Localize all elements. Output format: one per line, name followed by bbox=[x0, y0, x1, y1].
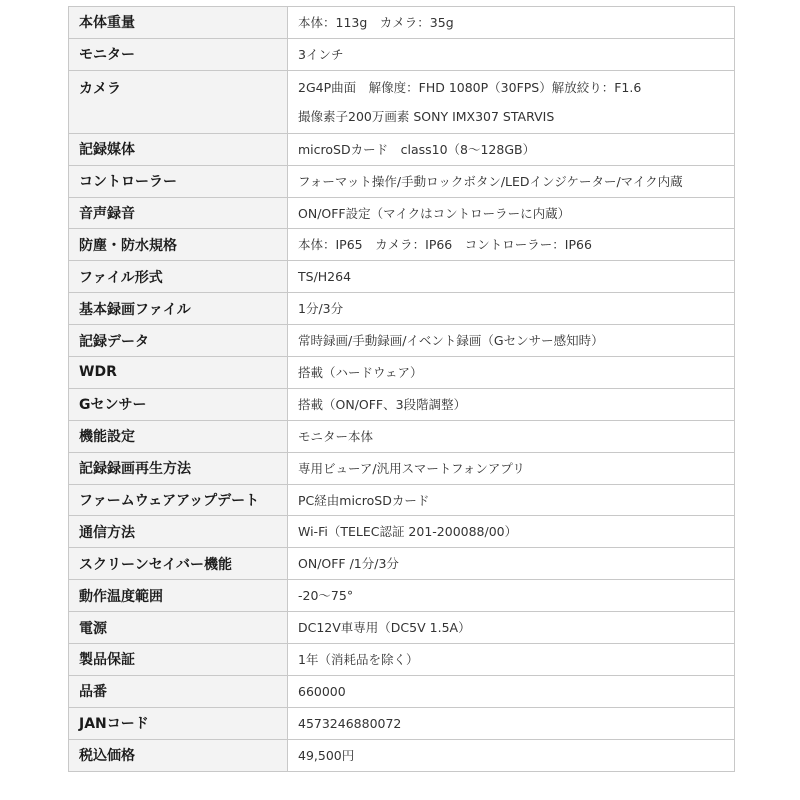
spec-value-line: 専用ビューア/汎用スマートフォンアプリ bbox=[298, 460, 525, 476]
spec-value bbox=[288, 452, 735, 484]
spec-row bbox=[69, 133, 735, 165]
spec-value bbox=[288, 325, 735, 357]
spec-label: 音声録音 bbox=[69, 197, 288, 229]
spec-value bbox=[288, 70, 735, 133]
spec-value-line: 49,500円 bbox=[298, 747, 355, 763]
spec-value-line: 3インチ bbox=[298, 46, 344, 62]
spec-value-line: TS/H264 bbox=[298, 269, 352, 285]
spec-label: 防塵・防水規格 bbox=[69, 229, 288, 261]
spec-row bbox=[69, 739, 735, 771]
spec-value-line: 本体：113g カメラ：35g bbox=[298, 14, 454, 30]
spec-value bbox=[288, 261, 735, 293]
spec-row bbox=[69, 580, 735, 612]
spec-row bbox=[69, 293, 735, 325]
spec-value bbox=[288, 165, 735, 197]
spec-label: カメラ bbox=[69, 70, 288, 133]
spec-label: 記録データ bbox=[69, 325, 288, 357]
spec-value bbox=[288, 612, 735, 644]
spec-label: コントローラー bbox=[69, 165, 288, 197]
spec-value bbox=[288, 484, 735, 516]
spec-label: 基本録画ファイル bbox=[69, 293, 288, 325]
spec-value-line: 1分/3分 bbox=[298, 301, 344, 317]
spec-label: 機能設定 bbox=[69, 420, 288, 452]
spec-row bbox=[69, 675, 735, 707]
spec-row bbox=[69, 644, 735, 676]
spec-value bbox=[288, 388, 735, 420]
spec-label: モニター bbox=[69, 38, 288, 70]
spec-table bbox=[68, 6, 735, 772]
spec-row bbox=[69, 229, 735, 261]
spec-label: 動作温度範囲 bbox=[69, 580, 288, 612]
spec-value bbox=[288, 293, 735, 325]
spec-value-line: 660000 bbox=[298, 683, 346, 699]
spec-label: Gセンサー bbox=[69, 388, 288, 420]
spec-value-line: ON/OFF設定（マイクはコントローラーに内蔵） bbox=[298, 205, 571, 221]
spec-value-line: 搭載（ハードウェア） bbox=[298, 364, 423, 380]
spec-row bbox=[69, 452, 735, 484]
spec-value bbox=[288, 675, 735, 707]
spec-value bbox=[288, 38, 735, 70]
spec-row bbox=[69, 325, 735, 357]
spec-label: ファイル形式 bbox=[69, 261, 288, 293]
spec-value-line: ON/OFF /1分/3分 bbox=[298, 556, 399, 572]
spec-label: 本体重量 bbox=[69, 7, 288, 39]
spec-value bbox=[288, 516, 735, 548]
spec-table-body bbox=[69, 7, 735, 772]
spec-value-line: DC12V車専用（DC5V 1.5A） bbox=[298, 620, 471, 636]
spec-value-line: microSDカード class10（8～128GB） bbox=[298, 141, 536, 157]
spec-label: 製品保証 bbox=[69, 644, 288, 676]
spec-row bbox=[69, 484, 735, 516]
spec-row bbox=[69, 548, 735, 580]
spec-label: 通信方法 bbox=[69, 516, 288, 548]
spec-value bbox=[288, 580, 735, 612]
spec-row bbox=[69, 197, 735, 229]
spec-value bbox=[288, 133, 735, 165]
spec-value bbox=[288, 7, 735, 39]
spec-value-line: 常時録画/手動録画/イベント録画（Gセンサー感知時） bbox=[298, 333, 604, 349]
spec-value bbox=[288, 357, 735, 389]
spec-row bbox=[69, 388, 735, 420]
spec-value bbox=[288, 644, 735, 676]
spec-label: ファームウェアアップデート bbox=[69, 484, 288, 516]
spec-row bbox=[69, 612, 735, 644]
spec-value-line: 4573246880072 bbox=[298, 715, 402, 731]
spec-row bbox=[69, 7, 735, 39]
spec-row bbox=[69, 707, 735, 739]
spec-row bbox=[69, 357, 735, 389]
spec-row bbox=[69, 70, 735, 133]
spec-label: スクリーンセイバー機能 bbox=[69, 548, 288, 580]
spec-value-line: 搭載（ON/OFF、3段階調整） bbox=[298, 396, 467, 412]
spec-row bbox=[69, 516, 735, 548]
spec-value-line: -20～75° bbox=[298, 588, 354, 604]
spec-value-line: Wi-Fi（TELEC認証 201-200088/00） bbox=[298, 524, 518, 540]
spec-value-line: モニター本体 bbox=[298, 428, 374, 444]
spec-label: WDR bbox=[69, 357, 288, 389]
spec-value-line: 1年（消耗品を除く） bbox=[298, 651, 419, 667]
spec-value-line: 2G4P曲面 解像度：FHD 1080P（30FPS）解放絞り：F1.6 bbox=[298, 79, 642, 95]
spec-label: 記録録画再生方法 bbox=[69, 452, 288, 484]
spec-value bbox=[288, 229, 735, 261]
spec-value-line: 本体：IP65 カメラ：IP66 コントローラー：IP66 bbox=[298, 237, 592, 253]
spec-label: 税込価格 bbox=[69, 739, 288, 771]
spec-value bbox=[288, 548, 735, 580]
spec-label: JANコード bbox=[69, 707, 288, 739]
spec-value-line: フォーマット操作/手動ロックボタン/LEDインジケーター/マイク内蔵 bbox=[298, 173, 683, 189]
spec-value bbox=[288, 420, 735, 452]
spec-row bbox=[69, 261, 735, 293]
spec-row bbox=[69, 165, 735, 197]
spec-value bbox=[288, 739, 735, 771]
spec-label: 電源 bbox=[69, 612, 288, 644]
spec-label: 品番 bbox=[69, 675, 288, 707]
spec-value bbox=[288, 707, 735, 739]
spec-value-line: PC経由microSDカード bbox=[298, 492, 430, 508]
spec-row bbox=[69, 38, 735, 70]
spec-value-line: 撮像素子200万画素 SONY IMX307 STARVIS bbox=[298, 108, 555, 124]
spec-value bbox=[288, 197, 735, 229]
spec-row bbox=[69, 420, 735, 452]
spec-label: 記録媒体 bbox=[69, 133, 288, 165]
